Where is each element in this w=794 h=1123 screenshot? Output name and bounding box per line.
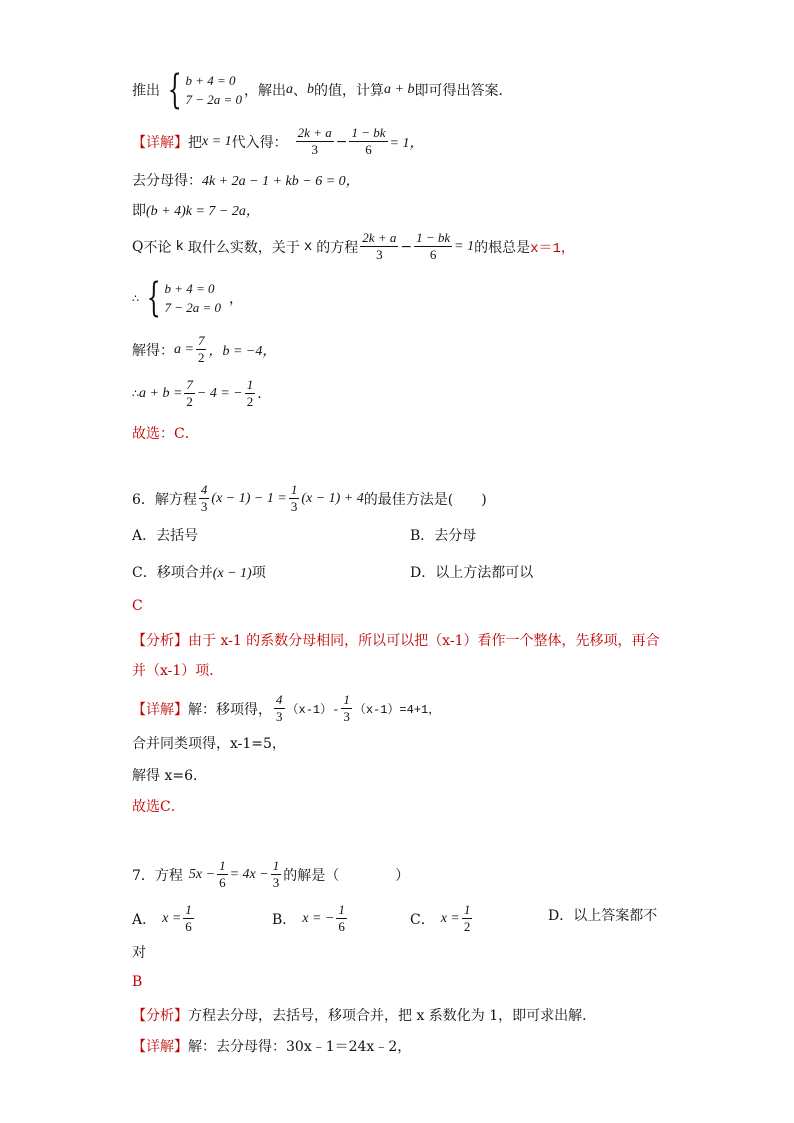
text: 的最佳方法是( ) bbox=[363, 491, 487, 508]
sys-row: 7 − 2a = 0 bbox=[164, 300, 221, 315]
fraction: $\frac{1 - bk}{6}$ bbox=[416, 230, 451, 262]
text: 取什么实数，关于 bbox=[187, 239, 300, 256]
fraction: $\frac{2k + a}{3}$ bbox=[297, 125, 332, 157]
text: 6．解方程 bbox=[132, 491, 197, 508]
fraction: $\frac{1}{3}$ bbox=[272, 858, 280, 890]
text: 不论 bbox=[143, 239, 172, 256]
q6-option-a: A．去括号 bbox=[132, 528, 199, 544]
text: 、 bbox=[293, 83, 307, 99]
equation: = 1 bbox=[454, 238, 475, 254]
fraction: $\frac{1}{6}$ bbox=[219, 858, 226, 890]
equation: x = 1 bbox=[202, 133, 232, 149]
step-line bbox=[132, 200, 260, 220]
text: ， bbox=[229, 291, 243, 307]
equation-system bbox=[162, 67, 242, 113]
q6-step: 解得 x=6． bbox=[132, 768, 207, 784]
equation: a + b = bbox=[139, 385, 183, 401]
text: 的解是（ ） bbox=[283, 867, 410, 884]
q6-option-d: D．以上方法都可以 bbox=[410, 565, 534, 581]
text: 的值，计算 bbox=[314, 83, 384, 99]
q6-analysis bbox=[132, 630, 659, 650]
root: x＝1， bbox=[530, 240, 575, 257]
analysis-tag: 【分析】 bbox=[132, 633, 188, 649]
answer-line bbox=[132, 423, 199, 443]
sys-row: 7 − 2a = 0 bbox=[185, 92, 242, 107]
text: 即可得出答案． bbox=[414, 83, 513, 99]
step-line bbox=[132, 170, 360, 190]
intro-line bbox=[132, 67, 513, 113]
answer: 故选：C． bbox=[132, 426, 199, 442]
equation: − 4 = − bbox=[196, 385, 243, 401]
var: x bbox=[303, 238, 313, 255]
analysis-text: 方程去分母，去括号，移项合并，把 x 系数化为 1，即可求出解． bbox=[188, 1008, 597, 1024]
fraction: $\frac{1}{3}$ bbox=[343, 692, 350, 724]
minus: − bbox=[335, 133, 348, 150]
step-line bbox=[132, 230, 575, 263]
text: ，解出 bbox=[244, 83, 286, 99]
q6-answer-choice: 故选C． bbox=[132, 799, 185, 815]
q7-option-c: C． x = $\frac{1}{2}$ bbox=[410, 902, 471, 934]
text: . bbox=[257, 385, 262, 402]
q6-option-c: C．移项合并(x − 1)项 bbox=[132, 565, 266, 581]
text: 代入得： bbox=[231, 134, 288, 151]
equation: （x-1）=4+1， bbox=[353, 703, 441, 717]
text: 的方程 bbox=[316, 239, 359, 256]
detail-text: 解：去分母得：30x﹣1＝24x﹣2， bbox=[188, 1039, 412, 1055]
var: k bbox=[175, 238, 184, 255]
brace: { bbox=[146, 275, 161, 321]
fraction: $\frac{4}{3}$ bbox=[200, 482, 208, 514]
equation: 4k + 2a − 1 + kb − 6 = 0， bbox=[202, 174, 360, 189]
step-line bbox=[132, 333, 276, 366]
q6-detail bbox=[132, 692, 440, 725]
equation: a = bbox=[174, 341, 194, 357]
text: 解得： bbox=[132, 342, 174, 359]
fraction: $\frac{4}{3}$ bbox=[276, 692, 283, 724]
equation: = 1， bbox=[389, 135, 424, 151]
q7-option-d-cont: 对 bbox=[132, 945, 146, 961]
equation: ，b = −4， bbox=[208, 343, 277, 359]
text: 解：移项得， bbox=[188, 701, 272, 718]
text: 把 bbox=[188, 134, 202, 151]
therefore-symbol: ∴ bbox=[132, 291, 139, 305]
var-a: a bbox=[286, 82, 293, 97]
equation: (b + 4)k = 7 − 2a， bbox=[146, 204, 260, 219]
fraction: $\frac{1}{3}$ bbox=[290, 482, 298, 514]
q7-stem bbox=[132, 858, 409, 891]
q6-stem bbox=[132, 482, 487, 515]
fraction: $\frac{7}{2}$ bbox=[186, 377, 193, 409]
text: 的根总是 bbox=[474, 239, 531, 256]
symbol: Q bbox=[132, 238, 144, 255]
fraction: $\frac{7}{2}$ bbox=[197, 333, 205, 365]
equation: (x − 1) + 4 bbox=[301, 490, 364, 506]
detail-tag: 【详解】 bbox=[132, 134, 188, 151]
fraction: $\frac{1 - bk}{6}$ bbox=[351, 125, 386, 157]
sys-row: b + 4 = 0 bbox=[185, 73, 236, 88]
text: 即 bbox=[132, 203, 146, 219]
equation: （x-1）- bbox=[286, 703, 340, 717]
q7-answer: B bbox=[132, 974, 143, 990]
equation: 5x − bbox=[188, 866, 216, 882]
text: 7．方程 bbox=[132, 867, 183, 884]
sys-row: b + 4 = 0 bbox=[164, 281, 215, 296]
q7-detail bbox=[132, 1036, 411, 1056]
equation-system bbox=[141, 275, 221, 321]
expr: a + b bbox=[384, 82, 415, 97]
text: 去分母得： bbox=[132, 173, 202, 189]
q6-answer: C bbox=[132, 598, 143, 614]
brace: { bbox=[167, 67, 182, 113]
detail-tag: 【详解】 bbox=[132, 701, 188, 718]
detail-line bbox=[132, 125, 423, 158]
equation: = 4x − bbox=[229, 866, 269, 882]
step-line bbox=[132, 377, 262, 410]
q6-analysis-cont: 并（x-1）项． bbox=[132, 663, 224, 679]
q7-option-a: A． x = $\frac{1}{6}$ bbox=[132, 902, 192, 934]
fraction: $\frac{1}{2}$ bbox=[246, 377, 254, 409]
equation: (x − 1) − 1 = bbox=[211, 490, 287, 506]
minus: − bbox=[400, 238, 413, 255]
fraction: $\frac{2k + a}{3}$ bbox=[362, 230, 397, 262]
detail-tag: 【详解】 bbox=[132, 1039, 188, 1055]
text: 推出 bbox=[132, 83, 160, 99]
step-line bbox=[132, 275, 243, 321]
q6-step: 合并同类项得，x-1=5， bbox=[132, 736, 286, 752]
q7-analysis bbox=[132, 1005, 596, 1025]
q7-option-d: D．以上答案都不 bbox=[548, 908, 658, 924]
therefore-symbol: ∴ bbox=[132, 387, 139, 400]
analysis-tag: 【分析】 bbox=[132, 1008, 188, 1024]
q6-option-b: B．去分母 bbox=[410, 528, 477, 544]
q7-option-b: B． x = − $\frac{1}{6}$ bbox=[272, 902, 345, 934]
var-b: b bbox=[307, 82, 314, 97]
analysis-text: 由于 x-1 的系数分母相同，所以可以把（x-1）看作一个整体，先移项，再合 bbox=[188, 633, 660, 649]
